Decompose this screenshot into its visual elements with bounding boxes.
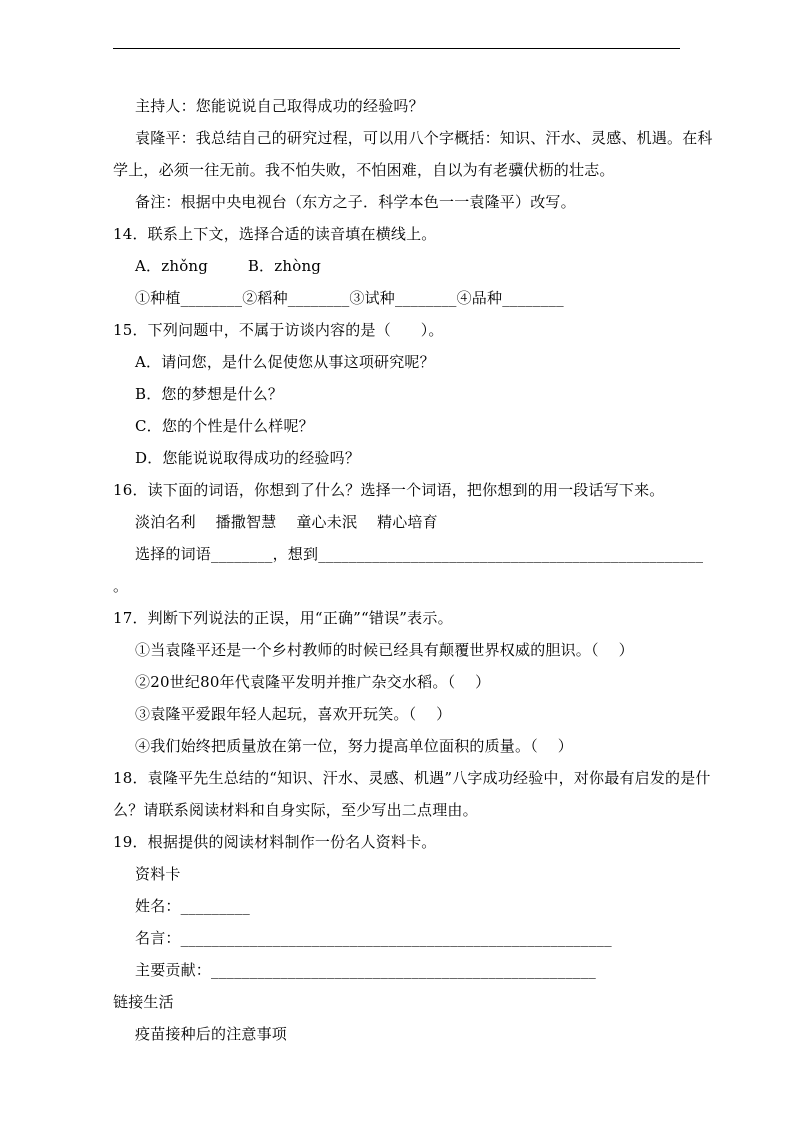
profile-card-name-field: 姓名：_________ <box>135 897 250 915</box>
header-divider <box>113 48 680 49</box>
section-link-life-heading: 链接生活 <box>113 993 174 1011</box>
question-18-stem: 18．袁隆平先生总结的“知识、汗水、灵感、机遇”八字成功经验中，对你最有启发的是什 <box>113 769 711 787</box>
question-17-item-2: ②20世纪80年代袁隆平发明并推广杂交水稻。（ ） <box>135 673 491 691</box>
question-15-option-d: D．您能说说取得成功的经验吗？ <box>135 449 361 467</box>
question-16-answer-wrap: 。 <box>113 577 129 595</box>
source-note-line: 备注：根据中央电视台（东方之子．科学本色一一袁隆平）改写。 <box>135 193 576 211</box>
profile-card-quote-field: 名言：________________________________________________________ <box>135 929 612 947</box>
question-15-option-a: A．请问您，是什么促使您从事这项研究呢？ <box>135 353 435 371</box>
document-body <box>113 90 713 1050</box>
question-18-stem-wrap: 么？请联系阅读材料和自身实际，至少写出二点理由。 <box>113 801 478 819</box>
question-17-item-1: ①当袁隆平还是一个乡村教师的时候已经具有颠覆世界权威的胆识。（ ） <box>135 641 634 659</box>
vaccine-passage-title: 疫苗接种后的注意事项 <box>135 1025 288 1043</box>
dialog-yuanlongping-line: 袁隆平：我总结自己的研究过程，可以用八个字概括：知识、汗水、灵感、机遇。在科 <box>135 129 713 147</box>
question-16-answer-line: 选择的词语________，想到__________________________________________________ <box>135 545 704 563</box>
question-16-stem: 16．读下面的词语，你想到了什么？选择一个词语，把你想到的用一段话写下来。 <box>113 481 665 499</box>
question-15-option-c: C．您的个性是什么样呢？ <box>135 417 314 435</box>
question-15-stem: 15．下列问题中，不属于访谈内容的是（ ）。 <box>113 321 444 339</box>
question-17-item-3: ③袁隆平爱跟年轻人起玩，喜欢开玩笑。（ ） <box>135 705 452 723</box>
dialog-yuanlongping-wrap: 学上，必须一往无前。我不怕失败，不怕困难，自以为有老骥伏枥的壮志。 <box>113 161 615 179</box>
profile-card-title: 资料卡 <box>135 865 181 883</box>
question-16-word-list: 淡泊名利 播撒智慧 童心未泯 精心培育 <box>135 513 438 531</box>
question-15-option-b: B．您的梦想是什么？ <box>135 385 284 403</box>
question-17-item-4: ④我们始终把质量放在第一位，努力提高单位面积的质量。（ ） <box>135 737 573 755</box>
dialog-host-line: 主持人：您能说说自己取得成功的经验吗？ <box>135 97 424 115</box>
profile-card-contribution-field: 主要贡献：__________________________________________________ <box>135 961 597 979</box>
question-14-stem: 14．联系上下文，选择合适的读音填在横线上。 <box>113 225 437 243</box>
question-14-pinyin-options: A．zhǒng B．zhòng <box>135 257 322 275</box>
question-14-fill-blanks: ①种植________②稻种________③试种________④品种________ <box>135 289 564 307</box>
question-17-stem: 17．判断下列说法的正误，用“正确”“错误”表示。 <box>113 609 453 627</box>
question-19-stem: 19．根据提供的阅读材料制作一份名人资料卡。 <box>113 833 437 851</box>
